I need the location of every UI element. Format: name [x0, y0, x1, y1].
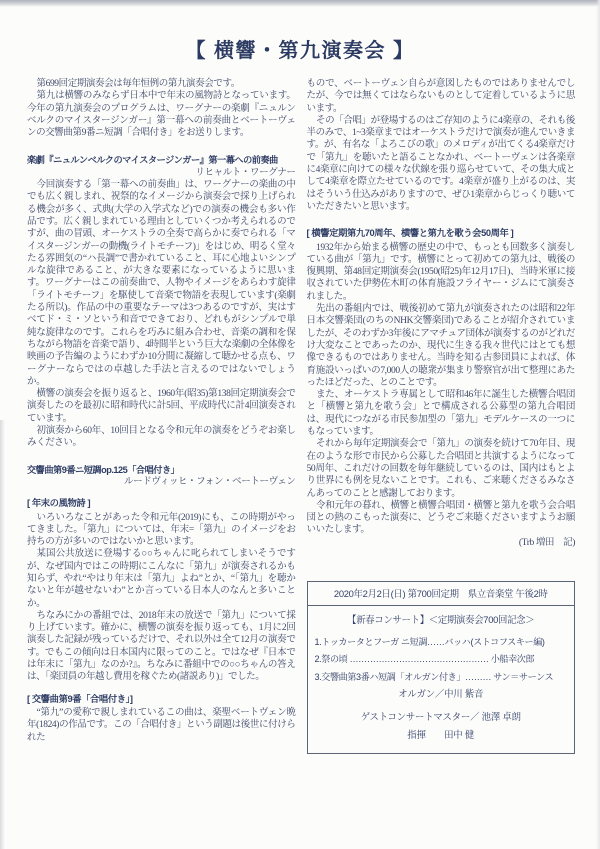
work1-composer: リヒャルト・ワーグナー [195, 167, 296, 178]
guest-concertmaster-credit: ゲストコンサートマスター／ 池澤 卓朗 [360, 711, 521, 723]
program-item: 2.祭の頃 ………………………………………… 小船幸次郎 [314, 654, 535, 665]
section-70th-paragraph-3: また、オーケストラ専属として昭和46年に誕生した横響合唱団と「横響と第九を歌う会」とで構成される公募型の第九合唱団は、現代につながる市民参加型の「第九」モデルケースの一つにもなっています。 [306, 390, 575, 438]
concert-box-body [308, 606, 575, 753]
concert-date-line: 2020年2月2日(日) 第700回定期 県立音楽堂 午後2時 [308, 582, 575, 606]
section-nenmatsu-heading: [ 年末の風物詩 ] [27, 498, 91, 509]
intro-paragraph-1: 第699回定期演奏会は毎年恒例の第九演奏会です。 [36, 79, 240, 89]
page-title: 【 横響・第九演奏会 】 [185, 40, 415, 62]
section-70th-paragraph-2: 先出の番組内では、戦後初めて第九が演奏されたのは昭和22年日本交響楽団(のちのNHK交響楽団)であることが紹介されていましたが、そのわずか3年後にアマチュア団体が演奏するのがどれだけ大変なことであったのか、現代に生きる我々世代にはとても想像できるものではありません。当時を知る古参団員によれば、体育施設いっぱいの7,000人の聴衆が集まり警察官が出て整理にあたったほどだった、とのことです。 [306, 304, 575, 388]
scan-edge-left [0, 420, 5, 849]
scan-edge-top [0, 0, 600, 7]
work1-paragraph-2: 横響の演奏会を振り返ると、1960年(昭35)第138回定期演奏会で演奏したのを最初に昭和時代に計5回、平成時代に計4回演奏されています。 [27, 389, 296, 424]
two-column-layout [0, 63, 600, 754]
section-nenmatsu-paragraph-3: ちなみにかの番組では、2018年末の放送で「第九」について採り上げています。確かに、横響の演奏を振り返っても、1月に2回演奏した記録が残っているだけで、それ以外は全て12月の演奏です。でもこの傾向は日本国内に限ってのこと。ではなぜ『日本では年末に「第九」なのか?』。ちなみに番組中での○○ちゃんの答えは、「楽団員の年越し費用を稼ぐため(諸説あり)」でした。 [27, 610, 296, 683]
section-gassho-paragraph-1: “第九”の愛称で親しまれているこの曲は、楽聖ベートヴェン晩年(1824)の作品です。この「合唱付き」という副題は後世に付けられた [27, 707, 296, 743]
section-70th-paragraph-5: 令和元年の暮れ、横響と横響合唱団・横響と第九を歌う会合唱団との熱のこもった演奏に、どうぞご来聴くださいますようお願いいたします。 [306, 500, 575, 536]
work2-composer: ルードヴィッヒ・フォン・ベートーヴェン [124, 476, 296, 487]
section-gassho-heading: [ 交響曲第9番「合唱付き」] [27, 693, 133, 704]
right-column [307, 78, 576, 754]
section-nenmatsu-paragraph-2: 某国公共放送に登場する○○ちゃんに叱られてしまいそうですが、なぜ国内ではこの時期にこんなに「第九」が演奏されるかも知らず、やれ“やはり年末は「第九」よね”とか、“「第九」を聴かないと年が越せないわ”とか言っている日本人のなんと多いことか。 [27, 549, 296, 609]
next-concert-box [307, 581, 576, 754]
intro-paragraph-2: 第九は横響のみならず日本中で年末の風物詩となっています。今年の第九演奏会のプログラムは、ワーグナーの楽劇『ニュルンベルクのマイスタージンガー』第一幕への前奏曲とベートーヴェンの交響曲第9番ニ短調「合唱付き」をお送りします。 [27, 91, 296, 139]
continued-paragraph-2: その「合唱」が登場するのはご存知のように4楽章の、それも後半のみで、1~3楽章まではオーケストラだけで演奏が進んでいきます。が、有名な「よろこびの歌」のメロディが出てくる4楽章だけで「第九」を聴いたと語ることなかれ、ベートーヴェンは各楽章に4楽章に向けての様々な伏線を張り巡らせていて、その集大成として4楽章を際立たせているのです。4楽章が盛り上がるのは、実はそういう仕込みがありますので、ぜひ1楽章からじっくり聴いていただきたいと思います。 [306, 115, 575, 212]
program-item: 1.トッカータとフーガ ニ短調……バッハ(ストコフスキー編) [314, 636, 545, 647]
scan-edge-right [596, 0, 600, 849]
work1-paragraph-3: 初演奏から60年、10回目となる令和元年の演奏をどうぞお楽しみください。 [27, 426, 296, 449]
work1-heading: 楽劇『ニュルンベルクのマイスタージンガー』第一幕への前奏曲 [27, 155, 278, 166]
conductor-credit: 指揮 田中 健 [407, 728, 475, 740]
work2-heading: 交響曲第9番ニ短調op.125「合唱付き」 [27, 464, 180, 475]
work1-paragraph-1: 今回演奏する「第一幕への前奏曲」は、ワーグナーの楽曲の中でも広く親しまれ、祝祭的なイメージから演奏会で採り上げられる機会が多く、式典(大学の入学式など)での演奏の機会も多い作品です。広く親しまれている理由としていくつか考えられるのですが、曲の冒頭、オーケストラの全奏で高らかに奏でられる「マイスタージンガーの動機(ライトモチーフ)」をはじめ、明るく堂々たる雰囲気の“ハ長調”で書かれていること、耳に心地よいシンプルな旋律であること、が大きな要素になっているように思います。ワーグナーはこの前奏曲で、人物やイメージをあらわす旋律「ライトモチーフ」を駆使して音楽で物語を表現しています(楽劇たる所以)。作品の中の重要なテーマは3つあるのですが、実はすべてド・ミ・ソという和音でできており、どれもがシンプルで単純な旋律なのです。これらを巧みに組み合わせ、音楽の調和を保ちながら物語を音楽で語り、4時間半という巨大な楽劇の全体像を映画の予告編のようにわずか10分間に凝縮して聴かせる点も、ワーグナーならではの卓越した手法と言えるのではないでしょうか。 [27, 180, 296, 387]
organ-credit: オルガン／中川 紫音 [398, 688, 484, 700]
section-70th-paragraph-4: それから毎年定期演奏会で「第九」の演奏を続けて70年目、現在のような形で市民から公募した合唱団と共演するようになって50周年、これだけの回数を毎年継続しているのは、国内はもとより世界にも例を見ないことです。これも、ご来聴くださるみなさんあってのことと感謝しております。 [306, 439, 575, 499]
program-item: 3.交響曲第3番ハ短調「オルガン付き」……… サン＝サーンス [314, 671, 554, 682]
left-column [27, 78, 296, 754]
concert-title-line: 【新春コンサート】＜定期演奏会700回記念＞ [347, 614, 535, 626]
section-70th-paragraph-1: 1932年から始まる横響の歴史の中で、もっとも回数多く演奏している曲が「第九」です。横響にとって初めての第九は、戦後の復興期、第48回定期演奏会(1950(昭25)年12月17日)、当時米軍に接収されていた伊勢佐木町の体育施設フライヤー・ジムにて演奏されました。 [306, 242, 575, 302]
continued-paragraph-1: もので、ベートーヴェン自らが意図したものではありませんでしたが、今では無くてはならないものとして定着しているように思います。 [306, 79, 575, 114]
section-nenmatsu-paragraph-1: いろいろなことがあった令和元年(2019)にも、この時期がやってきました。「第九」については、年末=「第九」のイメージをお持ちの方が多いのではないかと思います。 [27, 512, 296, 548]
author-byline: (Trb 増田 記) [518, 537, 575, 548]
section-70th-heading: [ 横響定期第九70周年、横響と第九を歌う会50周年 ] [306, 228, 514, 239]
